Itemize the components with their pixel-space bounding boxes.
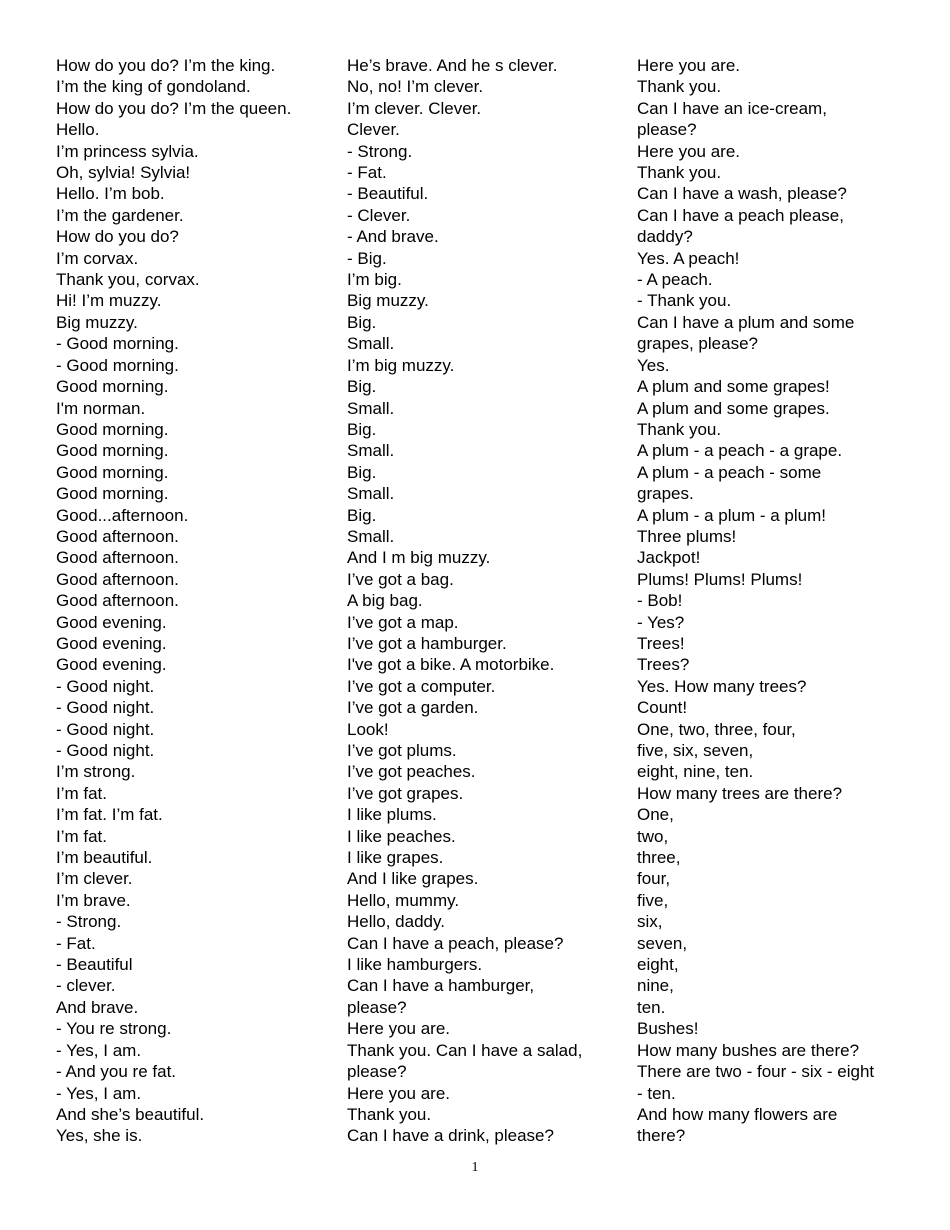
dialogue-line: Good afternoon. (56, 591, 179, 611)
dialogue-line: I’m big muzzy. (347, 355, 455, 375)
dialogue-line: I like plums. (347, 805, 437, 825)
dialogue-line: Hello, daddy. (347, 912, 445, 932)
dialogue-line: How many trees are there? (637, 783, 843, 803)
dialogue-line: please? (347, 997, 407, 1017)
dialogue-line: - Yes, I am. (56, 1083, 142, 1103)
dialogue-line: I’ve got grapes. (347, 783, 464, 803)
dialogue-line: Good evening. (56, 612, 167, 632)
dialogue-line: seven, (637, 933, 688, 953)
dialogue-line: And brave. (56, 997, 139, 1017)
dialogue-line: How do you do? I’m the queen. (56, 98, 292, 118)
dialogue-line: Small. (347, 334, 395, 354)
dialogue-line: Oh, sylvia! Sylvia! (56, 163, 191, 183)
dialogue-line: I’m fat. I’m fat. (56, 805, 163, 825)
dialogue-line: Small. (347, 441, 395, 461)
dialogue-line: - Fat. (56, 933, 96, 953)
dialogue-line: three, (637, 848, 681, 868)
dialogue-line: Big. (347, 419, 377, 439)
dialogue-line: eight, nine, ten. (637, 762, 754, 782)
dialogue-line: How many bushes are there? (637, 1040, 860, 1060)
dialogue-line: - Good night. (56, 698, 155, 718)
dialogue-line: I’m clever. (56, 869, 133, 889)
dialogue-line: two, (637, 826, 669, 846)
dialogue-line: I’m brave. (56, 890, 131, 910)
dialogue-line: I’m the king of gondoland. (56, 77, 251, 97)
dialogue-line: A plum - a plum - a plum! (637, 505, 826, 525)
dialogue-line: I’ve got a garden. (347, 698, 479, 718)
dialogue-line: - Beautiful (56, 955, 133, 975)
dialogue-line: I'm norman. (56, 398, 146, 418)
dialogue-line: And I m big muzzy. (347, 548, 491, 568)
page-number: 1 (471, 1160, 479, 1175)
dialogue-line: Good afternoon. (56, 569, 179, 589)
dialogue-line: Can I have an ice-cream, (637, 98, 827, 118)
dialogue-line: Here you are. (637, 141, 740, 161)
text-column-3 (637, 55, 902, 1147)
dialogue-line: I’ve got a hamburger. (347, 633, 507, 653)
dialogue-line: - Good night. (56, 676, 155, 696)
dialogue-line: Yes. A peach! (637, 248, 740, 268)
dialogue-line: I’m beautiful. (56, 848, 153, 868)
dialogue-line: A plum - a peach - a grape. (637, 441, 843, 461)
dialogue-line: I’m corvax. (56, 248, 139, 268)
dialogue-line: Big. (347, 312, 377, 332)
dialogue-line: - And you re fat. (56, 1062, 177, 1082)
dialogue-line: Can I have a hamburger, (347, 976, 535, 996)
dialogue-line: Thank you. Can I have a salad, (347, 1040, 583, 1060)
dialogue-line: - Good morning. (56, 334, 179, 354)
dialogue-line: - clever. (56, 976, 116, 996)
dialogue-line: One, two, three, four, (637, 719, 796, 739)
dialogue-line: grapes. (637, 484, 694, 504)
dialogue-line: Big muzzy. (347, 291, 429, 311)
dialogue-line: Hello. I’m bob. (56, 184, 165, 204)
dialogue-line: grapes, please? (637, 334, 758, 354)
dialogue-line: Good morning. (56, 441, 169, 461)
dialogue-line: Can I have a plum and some (637, 312, 855, 332)
dialogue-line: He’s brave. And he s clever. (347, 56, 558, 75)
dialogue-line: Three plums! (637, 526, 737, 546)
dialogue-line: I like hamburgers. (347, 955, 483, 975)
dialogue-line: I’ve got a bag. (347, 569, 454, 589)
dialogue-line: - Good night. (56, 741, 155, 760)
dialogue-line: - And brave. (347, 227, 439, 247)
dialogue-line: Good morning. (56, 462, 169, 482)
dialogue-line: How do you do? I’m the king. (56, 56, 276, 75)
dialogue-line: Small. (347, 484, 395, 504)
dialogue-line: Small. (347, 526, 395, 546)
dialogue-line: Good morning. (56, 484, 169, 504)
text-column-1 (56, 55, 326, 1147)
dialogue-line: Trees! (637, 633, 685, 653)
dialogue-line: please? (347, 1062, 407, 1082)
dialogue-line: Yes. (637, 355, 670, 375)
dialogue-line: Can I have a peach, please? (347, 933, 564, 953)
dialogue-line: I’ve got peaches. (347, 762, 476, 782)
dialogue-line: I like grapes. (347, 848, 444, 868)
dialogue-line: Thank you, corvax. (56, 270, 200, 290)
dialogue-line: Count! (637, 698, 688, 718)
dialogue-line: Big muzzy. (56, 312, 138, 332)
dialogue-line: five, (637, 890, 669, 910)
dialogue-line: - Thank you. (637, 291, 732, 311)
dialogue-line: I’m fat. (56, 826, 108, 846)
dialogue-line: - A peach. (637, 270, 713, 290)
dialogue-line: Good evening. (56, 633, 167, 653)
dialogue-line: - Good night. (56, 719, 155, 739)
dialogue-line: Here you are. (347, 1019, 450, 1039)
dialogue-line: ten. (637, 997, 666, 1017)
dialogue-line: There are two - four - six - eight (637, 1062, 875, 1082)
dialogue-line: Good morning. (56, 419, 169, 439)
dialogue-line: six, (637, 912, 663, 932)
dialogue-line: I’m strong. (56, 762, 136, 782)
dialogue-line: Jackpot! (637, 548, 701, 568)
dialogue-line: One, (637, 805, 674, 825)
dialogue-line: I’ve got a map. (347, 612, 459, 632)
dialogue-line: Thank you. (637, 163, 722, 183)
dialogue-line: - You re strong. (56, 1019, 172, 1039)
dialogue-line: Good afternoon. (56, 526, 179, 546)
dialogue-line: Good evening. (56, 655, 167, 675)
dialogue-line: Thank you. (637, 77, 722, 97)
dialogue-line: Good morning. (56, 377, 169, 397)
dialogue-line: - Yes? (637, 612, 685, 632)
dialogue-line: I’ve got a computer. (347, 676, 496, 696)
dialogue-line: - Strong. (56, 912, 122, 932)
dialogue-line: Big. (347, 462, 377, 482)
dialogue-line: Hello. (56, 120, 100, 140)
dialogue-line: Yes. How many trees? (637, 676, 807, 696)
dialogue-line: - Fat. (347, 163, 387, 183)
dialogue-line: Bushes! (637, 1019, 699, 1039)
dialogue-line: I’ve got plums. (347, 741, 457, 760)
dialogue-line: I’m big. (347, 270, 402, 290)
dialogue-line: - Strong. (347, 141, 413, 161)
dialogue-line: Big. (347, 377, 377, 397)
dialogue-line: I've got a bike. A motorbike. (347, 655, 555, 675)
dialogue-line: Good afternoon. (56, 548, 179, 568)
dialogue-line: Thank you. (347, 1104, 432, 1124)
dialogue-line: I’m clever. Clever. (347, 98, 482, 118)
dialogue-line: A plum and some grapes! (637, 377, 830, 397)
dialogue-line: please? (637, 120, 697, 140)
dialogue-line: I’m fat. (56, 783, 108, 803)
dialogue-line: - ten. (637, 1083, 676, 1103)
dialogue-line: nine, (637, 976, 674, 996)
dialogue-line: A plum and some grapes. (637, 398, 830, 418)
dialogue-line: No, no! I’m clever. (347, 77, 484, 97)
dialogue-line: there? (637, 1126, 686, 1146)
dialogue-line: Clever. (347, 120, 400, 140)
dialogue-line: Thank you. (637, 419, 722, 439)
dialogue-line: I’m the gardener. (56, 205, 184, 225)
dialogue-line: - Bob! (637, 591, 683, 611)
dialogue-line: Here you are. (637, 56, 740, 75)
dialogue-line: Hi! I’m muzzy. (56, 291, 162, 311)
dialogue-line: eight, (637, 955, 679, 975)
dialogue-line: Here you are. (347, 1083, 450, 1103)
dialogue-line: Yes, she is. (56, 1126, 143, 1146)
dialogue-line: daddy? (637, 227, 693, 247)
text-column-2 (347, 55, 617, 1147)
dialogue-line: Can I have a peach please, (637, 205, 844, 225)
dialogue-line: I like peaches. (347, 826, 456, 846)
dialogue-line: - Good morning. (56, 355, 179, 375)
dialogue-line: I’m princess sylvia. (56, 141, 199, 161)
dialogue-line: Big. (347, 505, 377, 525)
dialogue-line: And she’s beautiful. (56, 1104, 205, 1124)
dialogue-line: Can I have a wash, please? (637, 184, 847, 204)
dialogue-line: - Big. (347, 248, 387, 268)
dialogue-line: Small. (347, 398, 395, 418)
dialogue-line: And how many flowers are (637, 1104, 838, 1124)
dialogue-line: Hello, mummy. (347, 890, 460, 910)
dialogue-line: A big bag. (347, 591, 423, 611)
dialogue-line: How do you do? (56, 227, 179, 247)
dialogue-line: Trees? (637, 655, 690, 675)
dialogue-line: Good...afternoon. (56, 505, 189, 525)
dialogue-line: A plum - a peach - some (637, 462, 822, 482)
dialogue-line: - Clever. (347, 205, 411, 225)
dialogue-line: five, six, seven, (637, 741, 754, 760)
dialogue-line: - Yes, I am. (56, 1040, 142, 1060)
dialogue-line: Plums! Plums! Plums! (637, 569, 803, 589)
dialogue-line: Can I have a drink, please? (347, 1126, 554, 1146)
dialogue-line: four, (637, 869, 671, 889)
dialogue-line: Look! (347, 719, 389, 739)
dialogue-line: And I like grapes. (347, 869, 479, 889)
dialogue-line: - Beautiful. (347, 184, 429, 204)
